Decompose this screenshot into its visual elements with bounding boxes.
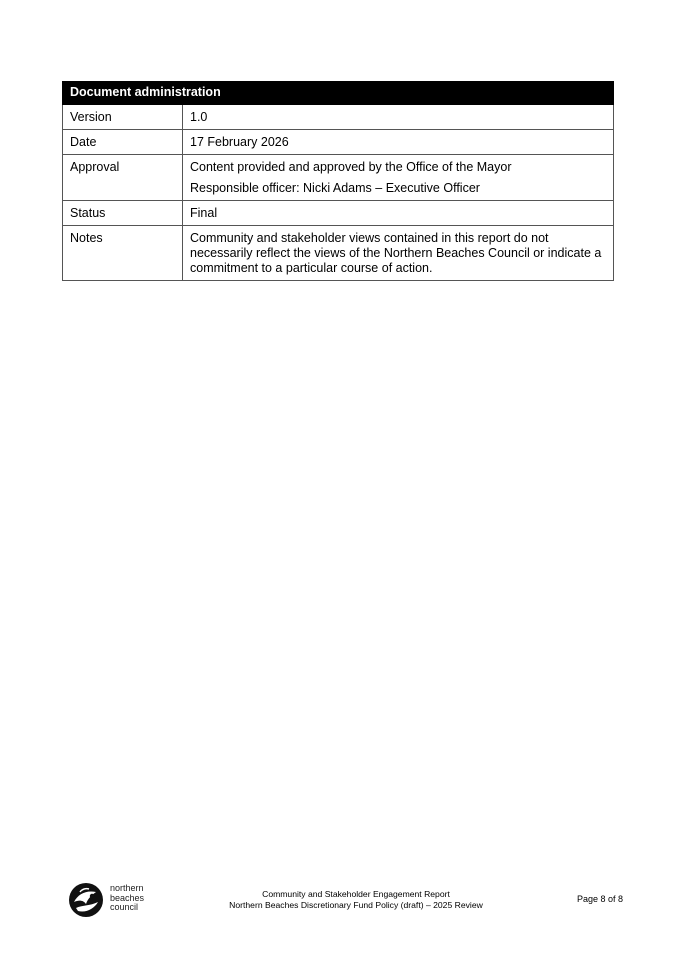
row-value: 1.0 xyxy=(183,105,614,130)
table-heading: Document administration xyxy=(63,82,614,105)
row-label: Version xyxy=(63,105,183,130)
table-row-date xyxy=(63,130,614,155)
table-row-notes xyxy=(63,226,614,281)
approval-line: Content provided and approved by the Office of the Mayor xyxy=(190,160,512,174)
row-label: Approval xyxy=(63,155,183,201)
document-administration-table xyxy=(62,81,614,281)
table-row-approval xyxy=(63,155,614,201)
logo-line: beaches xyxy=(110,892,145,903)
logo-line: northern xyxy=(110,883,144,893)
table-row-status xyxy=(63,201,614,226)
row-value: 17 February 2026 xyxy=(183,130,614,155)
footer-report-info xyxy=(200,889,512,911)
responsible-officer-line: Responsible officer: Nicki Adams – Executive Officer xyxy=(190,181,480,195)
row-value: Final xyxy=(183,201,614,226)
northern-beaches-council-logo-icon xyxy=(66,880,106,920)
logo-line: council xyxy=(110,902,139,912)
row-value xyxy=(183,155,614,201)
page-number: Page 8 of 8 xyxy=(576,894,623,904)
table-row-version xyxy=(63,105,614,130)
table-header-row xyxy=(63,82,614,105)
logo-wordmark xyxy=(110,884,144,913)
row-label: Status xyxy=(63,201,183,226)
row-label: Notes xyxy=(63,226,183,281)
footer-report-subtitle: Northern Beaches Discretionary Fund Policy (draft) – 2025 Review xyxy=(229,900,483,910)
row-label: Date xyxy=(63,130,183,155)
footer-report-title: Community and Stakeholder Engagement Report xyxy=(262,889,450,899)
row-value: Community and stakeholder views contained in this report do not necessarily reflect the views of the Northern Beaches Council or indicate a commitment to a particular course of action. xyxy=(183,226,614,281)
council-logo xyxy=(66,880,156,920)
